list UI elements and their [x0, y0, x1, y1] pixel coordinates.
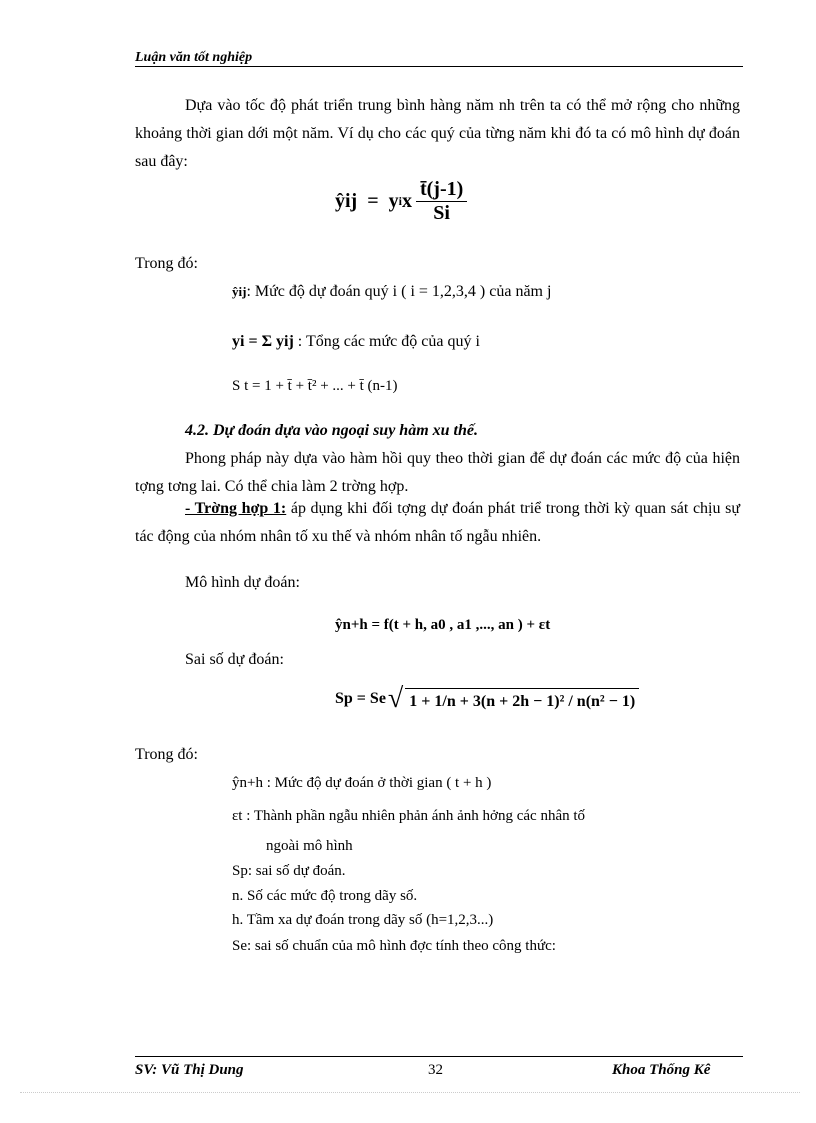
where2-item-epsilon-cont: ngoài mô hình: [266, 838, 353, 854]
formula-seasonal-forecast: [335, 178, 467, 225]
where2-item-se: Se: sai số chuẩn của mô hình đợc tính theo công thức:: [232, 938, 556, 954]
model-formula: ŷn+h = f(t + h, a0 , a1 ,..., an ) + εt: [335, 617, 551, 633]
model-label: Mô hình dự đoán:: [185, 574, 300, 591]
section-paragraph: Phong pháp này dựa vào hàm hồi quy theo thời gian để dự đoán các mức độ của hiện tợng tơng lai. Có thể chia làm 2 trờng hợp.: [135, 450, 740, 495]
header-rule: [135, 66, 743, 67]
formula1-x: x: [401, 190, 412, 212]
bottom-divider: [20, 1092, 800, 1093]
where2-item-h: h. Tầm xa dự đoán trong dãy số (h=1,2,3...): [232, 912, 494, 928]
where1-item1-text: : Mức độ dự đoán quý i ( i = 1,2,3,4 ) của năm j: [246, 283, 552, 300]
where2-item-epsilon: εt : Thành phần ngẫu nhiên phản ánh ảnh hởng các nhân tố: [232, 808, 586, 824]
section-heading: 4.2. Dự đoán dựa vào ngoại suy hàm xu thế.: [185, 422, 478, 439]
where1-item3: S t = 1 + t̄ + t̄² + ... + t̄ (n-1): [232, 378, 398, 394]
where1-item1: [232, 283, 551, 301]
footer-department: Khoa Thống Kê: [612, 1062, 711, 1078]
header-title: Luận văn tốt nghiệp: [135, 50, 253, 65]
formula1-sub: i: [398, 194, 402, 208]
formula1-den: Si: [433, 202, 450, 224]
footer-author: SV: Vũ Thị Dung: [135, 1062, 244, 1078]
error-formula-root: 1 + 1/n + 3(n + 2h − 1)² / n(n² − 1): [405, 688, 639, 711]
formula1-num: t̄(j-1): [416, 178, 467, 202]
where1-item2: [232, 333, 480, 351]
error-formula-lhs: Sp = Se: [335, 690, 386, 707]
formula1-eq: =: [367, 190, 379, 212]
where1-item2-text: : Tổng các mức độ của quý i: [297, 333, 480, 350]
where2-label: Trong đó:: [135, 746, 198, 763]
where2-item-forecast: ŷn+h : Mức độ dự đoán ở thời gian ( t + h ): [232, 775, 492, 791]
page-number: 32: [428, 1062, 443, 1078]
where1-item2-symbol: yi = Σ yij: [232, 333, 294, 350]
where1-label: Trong đó:: [135, 255, 198, 272]
formula1-lhs: ŷij: [335, 190, 358, 212]
formula1-y: y: [388, 190, 399, 212]
sqrt-icon: √: [387, 683, 404, 714]
where2-item-sp: Sp: sai số dự đoán.: [232, 863, 346, 879]
case1-label: - Trờng hợp 1:: [185, 500, 287, 517]
footer-rule: [135, 1056, 743, 1057]
error-formula: [335, 683, 639, 715]
where2-item-n: n. Số các mức độ trong dãy số.: [232, 888, 418, 904]
case1-text: áp dụng khi đối tợng dự đoán phát triể trong thời kỳ quan sát chịu sự tác động của nhóm nhân tố xu thế và nhóm nhân tố ngẫu nhiên.: [135, 500, 741, 545]
where1-item1-symbol: ŷij: [232, 284, 247, 299]
case1-paragraph: [135, 495, 740, 551]
intro-paragraph: Dựa vào tốc độ phát triển trung bình hàng năm nh trên ta có thể mở rộng cho những khoảng thời gian dới một năm. Ví dụ cho các quý của từng năm khi đó ta có mô hình dự đoán sau đây:: [135, 97, 740, 170]
error-label: Sai số dự đoán:: [185, 651, 284, 668]
